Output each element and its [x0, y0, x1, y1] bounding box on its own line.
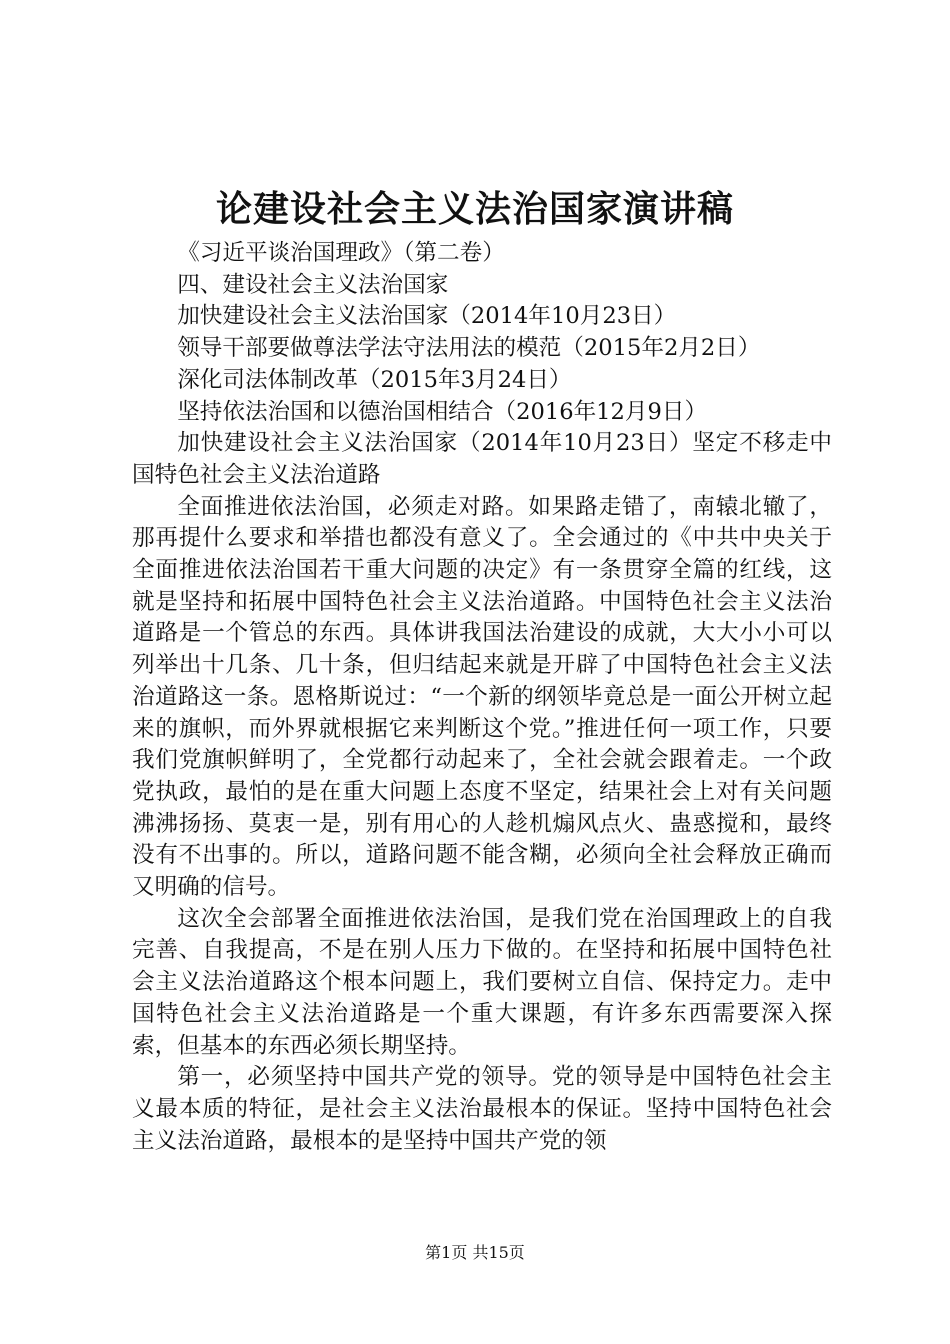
toc-line: 领导干部要做尊法学法守法用法的模范（2015年2月2日）	[177, 335, 761, 362]
toc-line: 四、建设社会主义法治国家	[177, 271, 449, 298]
document-body	[132, 238, 832, 1157]
toc-line: 坚持依法治国和以德治国相结合（2016年12月9日）	[177, 398, 708, 425]
toc-line: 加快建设社会主义法治国家（2014年10月23日）	[177, 303, 677, 330]
body-paragraph: 全面推进依法治国，必须走对路。如果路走错了，南辕北辙了，那再提什么要求和举措也都没有意义了。全会通过的《中共中央关于全面推进依法治国若干重大问题的决定》有一条贯穿全篇的红线，这就是坚持和拓展中国特色社会主义法治道路。中国特色社会主义法治道路是一个管总的东西。具体讲我国法治建设的成就，大大小小可以列举出十几条、几十条，但归结起来就是开辟了中国特色社会主义法治道路这一条。恩格斯说过：“一个新的纲领毕竟总是一面公开树立起来的旗帜，而外界就根据它来判断这个党。”推进任何一项工作，只要我们党旗帜鲜明了，全党都行动起来了，全社会就会跟着走。一个政党执政，最怕的是在重大问题上态度不坚定，结果社会上对有关问题沸沸扬扬、莫衷一是，别有用心的人趁机煽风点火、蛊惑搅和，最终没有不出事的。所以，道路问题不能含糊，必须向全社会释放正确而又明确的信号。	[132, 493, 832, 901]
page-footer: 第1页 共15页	[425, 1243, 525, 1262]
toc-line: 深化司法体制改革（2015年3月24日）	[177, 366, 572, 393]
body-paragraph: 加快建设社会主义法治国家（2014年10月23日）坚定不移走中国特色社会主义法治道路	[132, 430, 832, 488]
body-paragraph: 第一，必须坚持中国共产党的领导。党的领导是中国特色社会主义最本质的特征，是社会主义法治最根本的保证。坚持中国特色社会主义法治道路，最根本的是坚持中国共产党的领	[132, 1064, 832, 1154]
document-title: 论建设社会主义法治国家演讲稿	[215, 188, 734, 230]
toc-line: 《习近平谈治国理政》（第二卷）	[177, 240, 505, 266]
body-paragraph: 这次全会部署全面推进依法治国，是我们党在治国理政上的自我完善、自我提高，不是在别人压力下做的。在坚持和拓展中国特色社会主义法治道路这个根本问题上，我们要树立自信、保持定力。走中国特色社会主义法治道路是一个重大课题，有许多东西需要深入探索，但基本的东西必须长期坚持。	[132, 905, 832, 1059]
